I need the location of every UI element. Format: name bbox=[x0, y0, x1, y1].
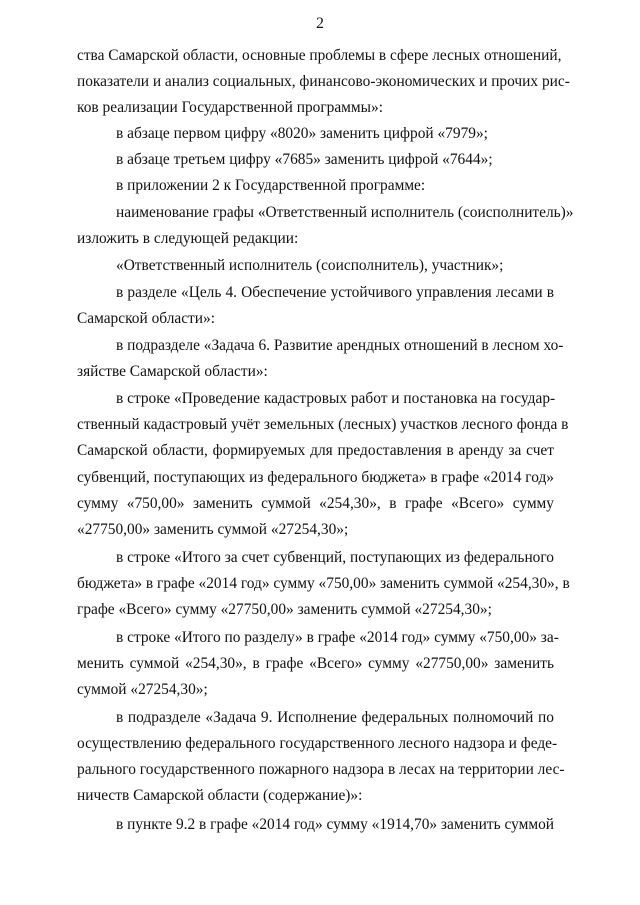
text-line: ственный кадастровый учёт земельных (лесных) участков лесного фонда в bbox=[77, 416, 569, 433]
text-line: осуществлению федерального государственного лесного надзора и феде- bbox=[77, 735, 558, 752]
text-line: в строке «Проведение кадастровых работ и постановка на государ- bbox=[116, 390, 556, 407]
text-line: ства Самарской области, основные проблемы в сфере лесных отношений, bbox=[77, 47, 562, 64]
text-line: показатели и анализ социальных, финансово-экономических и прочих рис- bbox=[77, 73, 570, 90]
text-line: сумму «750,00» заменить суммой «254,30», в графе «Всего» сумму bbox=[77, 495, 554, 512]
text-line: в абзаце третьем цифру «7685» заменить цифрой «7644»; bbox=[116, 151, 493, 168]
text-line: в пункте 9.2 в графе «2014 год» сумму «1914,70» заменить суммой bbox=[116, 816, 555, 833]
text-line: изложить в следующей редакции: bbox=[77, 230, 299, 247]
text-line: бюджета» в графе «2014 год» сумму «750,00» заменить суммой «254,30», в bbox=[77, 575, 570, 592]
text-line: «27750,00» заменить суммой «27254,30»; bbox=[77, 521, 349, 538]
text-line: графе «Всего» сумму «27750,00» заменить суммой «27254,30»; bbox=[77, 601, 492, 618]
page-number: 2 bbox=[316, 15, 324, 32]
text-line: субвенций, поступающих из федерального бюджета» в графе «2014 год» bbox=[77, 469, 554, 486]
text-line: в подразделе «Задача 9. Исполнение федеральных полномочий по bbox=[116, 709, 554, 726]
text-line: в абзаце первом цифру «8020» заменить цифрой «7979»; bbox=[116, 125, 488, 142]
text-line: ничеств Самарской области (содержание)»: bbox=[77, 787, 363, 804]
text-line: в строке «Итого по разделу» в графе «2014 год» сумму «750,00» за- bbox=[116, 629, 559, 646]
text-line: в строке «Итого за счет субвенций, поступающих из федерального bbox=[116, 549, 554, 566]
text-line: в разделе «Цель 4. Обеспечение устойчивого управления лесами в bbox=[116, 284, 554, 301]
text-line: «Ответственный исполнитель (соисполнитель), участник»; bbox=[116, 257, 504, 274]
text-line: Самарской области, формируемых для предоставления в аренду за счет bbox=[77, 442, 554, 459]
text-line: наименование графы «Ответственный исполнитель (соисполнитель)» bbox=[116, 204, 574, 221]
text-line: менить суммой «254,30», в графе «Всего» сумму «27750,00» заменить bbox=[77, 655, 554, 672]
text-line: Самарской области»: bbox=[77, 310, 215, 327]
text-line: в приложении 2 к Государственной программе: bbox=[116, 177, 426, 194]
text-line: суммой «27254,30»; bbox=[77, 681, 208, 698]
text-line: ков реализации Государственной программы»: bbox=[77, 99, 383, 116]
text-line: зяйстве Самарской области»: bbox=[77, 363, 268, 380]
text-line: рального государственного пожарного надзора в лесах на территории лес- bbox=[77, 761, 565, 778]
text-line: в подразделе «Задача 6. Развитие арендных отношений в лесном хо- bbox=[116, 337, 564, 354]
